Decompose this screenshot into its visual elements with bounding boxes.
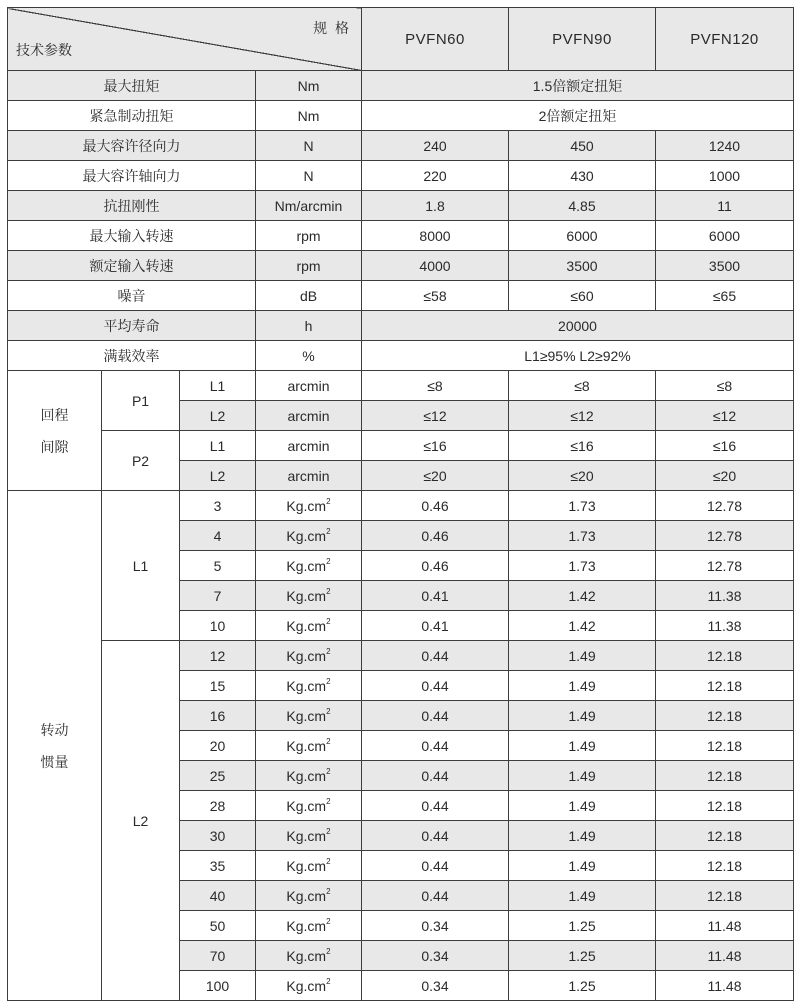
param-name-cell: 最大容许轴向力 xyxy=(8,161,256,191)
value-cell: 0.44 xyxy=(362,761,509,791)
unit-base: Kg.cm xyxy=(286,918,327,934)
value-cell: 1.25 xyxy=(509,971,656,1001)
unit-cell xyxy=(256,731,362,761)
value-cell: ≤58 xyxy=(362,281,509,311)
unit-exponent: 2 xyxy=(326,857,331,866)
backlash-label xyxy=(8,371,102,491)
value-cell: 6000 xyxy=(656,221,794,251)
unit-exponent: 2 xyxy=(326,647,331,656)
ratio-cell: 10 xyxy=(180,611,256,641)
ratio-cell: 25 xyxy=(180,761,256,791)
value-cell: 6000 xyxy=(509,221,656,251)
value-cell: 1.73 xyxy=(509,521,656,551)
unit-cell xyxy=(256,911,362,941)
unit-base: Kg.cm xyxy=(286,648,327,664)
spec-table xyxy=(7,7,794,1001)
spec-row xyxy=(8,281,794,311)
param-name-cell: 额定输入转速 xyxy=(8,251,256,281)
value-cell: 1000 xyxy=(656,161,794,191)
unit-cell xyxy=(256,971,362,1001)
unit-base: Kg.cm xyxy=(286,888,327,904)
model-header-cell: PVFN120 xyxy=(656,8,794,71)
unit-cell xyxy=(256,881,362,911)
unit-cell xyxy=(256,551,362,581)
value-cell: 0.44 xyxy=(362,791,509,821)
unit-cell xyxy=(256,611,362,641)
unit-cell: rpm xyxy=(256,221,362,251)
value-cell: 1.49 xyxy=(509,731,656,761)
value-cell: L1≥95% L2≥92% xyxy=(362,341,794,371)
spec-row xyxy=(8,101,794,131)
unit-cell xyxy=(256,641,362,671)
unit-cell: Nm xyxy=(256,101,362,131)
value-cell: 2倍额定扭矩 xyxy=(362,101,794,131)
unit-base: Kg.cm xyxy=(286,708,327,724)
value-cell: ≤65 xyxy=(656,281,794,311)
value-cell: 240 xyxy=(362,131,509,161)
value-cell: 1.25 xyxy=(509,911,656,941)
ratio-cell: 4 xyxy=(180,521,256,551)
unit-base: Kg.cm xyxy=(286,678,327,694)
unit-cell xyxy=(256,701,362,731)
value-cell: 1.42 xyxy=(509,581,656,611)
unit-base: Kg.cm xyxy=(286,828,327,844)
unit-exponent: 2 xyxy=(326,977,331,986)
precision-cell: P1 xyxy=(102,371,180,431)
unit-exponent: 2 xyxy=(326,947,331,956)
value-cell: 1.49 xyxy=(509,851,656,881)
ratio-cell: 15 xyxy=(180,671,256,701)
value-cell: 0.46 xyxy=(362,551,509,581)
ratio-cell: 5 xyxy=(180,551,256,581)
ratio-cell: 40 xyxy=(180,881,256,911)
unit-exponent: 2 xyxy=(326,497,331,506)
ratio-cell: 3 xyxy=(180,491,256,521)
unit-cell: arcmin xyxy=(256,461,362,491)
unit-cell: dB xyxy=(256,281,362,311)
value-cell: ≤12 xyxy=(656,401,794,431)
param-label: 技术参数 xyxy=(16,42,72,58)
unit-cell xyxy=(256,941,362,971)
value-cell: 4.85 xyxy=(509,191,656,221)
param-name-cell: 满载效率 xyxy=(8,341,256,371)
value-cell: 0.34 xyxy=(362,971,509,1001)
value-cell: 0.44 xyxy=(362,671,509,701)
value-cell: 12.18 xyxy=(656,851,794,881)
unit-cell: arcmin xyxy=(256,401,362,431)
unit-exponent: 2 xyxy=(326,587,331,596)
value-cell: ≤12 xyxy=(509,401,656,431)
ratio-cell: 12 xyxy=(180,641,256,671)
unit-cell xyxy=(256,821,362,851)
value-cell: 4000 xyxy=(362,251,509,281)
unit-exponent: 2 xyxy=(326,617,331,626)
value-cell: 1.5倍额定扭矩 xyxy=(362,71,794,101)
spec-label: 规 格 xyxy=(313,20,351,36)
stage-cell: L2 xyxy=(180,461,256,491)
unit-exponent: 2 xyxy=(326,887,331,896)
value-cell: 0.44 xyxy=(362,851,509,881)
value-cell: 0.44 xyxy=(362,881,509,911)
value-cell: 11.48 xyxy=(656,971,794,1001)
value-cell: ≤20 xyxy=(509,461,656,491)
value-cell: 0.46 xyxy=(362,491,509,521)
value-cell: 1.49 xyxy=(509,761,656,791)
inertia-row xyxy=(8,641,794,671)
unit-exponent: 2 xyxy=(326,707,331,716)
backlash-row xyxy=(8,371,794,401)
param-name-cell: 紧急制动扭矩 xyxy=(8,101,256,131)
value-cell: 1.49 xyxy=(509,641,656,671)
param-name-cell: 噪音 xyxy=(8,281,256,311)
spec-row xyxy=(8,341,794,371)
backlash-label-line: 回程 xyxy=(40,406,69,423)
value-cell: 12.78 xyxy=(656,491,794,521)
unit-base: Kg.cm xyxy=(286,768,327,784)
inertia-row xyxy=(8,491,794,521)
value-cell: 12.18 xyxy=(656,821,794,851)
value-cell: ≤16 xyxy=(509,431,656,461)
value-cell: 1.73 xyxy=(509,491,656,521)
unit-cell: rpm xyxy=(256,251,362,281)
unit-base: Kg.cm xyxy=(286,798,327,814)
value-cell: 3500 xyxy=(656,251,794,281)
value-cell: 11.48 xyxy=(656,911,794,941)
unit-cell xyxy=(256,581,362,611)
value-cell: 12.18 xyxy=(656,671,794,701)
value-cell: 0.46 xyxy=(362,521,509,551)
inertia-label-line: 转动 xyxy=(40,721,69,738)
value-cell: 0.41 xyxy=(362,581,509,611)
value-cell: ≤20 xyxy=(656,461,794,491)
value-cell: 1.49 xyxy=(509,881,656,911)
backlash-row xyxy=(8,431,794,461)
unit-cell: arcmin xyxy=(256,431,362,461)
unit-base: Kg.cm xyxy=(286,978,327,994)
unit-exponent: 2 xyxy=(326,737,331,746)
value-cell: 1.8 xyxy=(362,191,509,221)
unit-exponent: 2 xyxy=(326,527,331,536)
value-cell: 0.34 xyxy=(362,911,509,941)
value-cell: 8000 xyxy=(362,221,509,251)
unit-exponent: 2 xyxy=(326,917,331,926)
value-cell: 1240 xyxy=(656,131,794,161)
param-name-cell: 最大容许径向力 xyxy=(8,131,256,161)
unit-base: Kg.cm xyxy=(286,588,327,604)
precision-cell: P2 xyxy=(102,431,180,491)
unit-base: Kg.cm xyxy=(286,558,327,574)
value-cell: 12.18 xyxy=(656,791,794,821)
unit-base: Kg.cm xyxy=(286,948,327,964)
unit-base: Kg.cm xyxy=(286,858,327,874)
value-cell: 12.18 xyxy=(656,701,794,731)
param-name-cell: 最大扭矩 xyxy=(8,71,256,101)
value-cell: 1.73 xyxy=(509,551,656,581)
unit-cell xyxy=(256,491,362,521)
unit-exponent: 2 xyxy=(326,827,331,836)
value-cell: ≤16 xyxy=(362,431,509,461)
ratio-cell: 7 xyxy=(180,581,256,611)
param-name-cell: 抗扭刚性 xyxy=(8,191,256,221)
value-cell: 20000 xyxy=(362,311,794,341)
unit-base: Kg.cm xyxy=(286,738,327,754)
value-cell: 450 xyxy=(509,131,656,161)
ratio-cell: 16 xyxy=(180,701,256,731)
unit-cell xyxy=(256,671,362,701)
unit-exponent: 2 xyxy=(326,797,331,806)
unit-exponent: 2 xyxy=(326,677,331,686)
unit-cell: h xyxy=(256,311,362,341)
value-cell: 12.18 xyxy=(656,761,794,791)
value-cell: 1.42 xyxy=(509,611,656,641)
value-cell: 0.34 xyxy=(362,941,509,971)
unit-cell: arcmin xyxy=(256,371,362,401)
ratio-cell: 50 xyxy=(180,911,256,941)
stage-group-cell: L2 xyxy=(102,641,180,1001)
stage-cell: L1 xyxy=(180,371,256,401)
value-cell: ≤60 xyxy=(509,281,656,311)
value-cell: 1.25 xyxy=(509,941,656,971)
ratio-cell: 35 xyxy=(180,851,256,881)
value-cell: 11.48 xyxy=(656,941,794,971)
header-corner xyxy=(8,8,362,71)
spec-row xyxy=(8,71,794,101)
unit-base: Kg.cm xyxy=(286,528,327,544)
unit-cell: Nm/arcmin xyxy=(256,191,362,221)
value-cell: ≤12 xyxy=(362,401,509,431)
spec-row xyxy=(8,191,794,221)
ratio-cell: 70 xyxy=(180,941,256,971)
unit-cell xyxy=(256,761,362,791)
unit-cell: N xyxy=(256,131,362,161)
value-cell: 1.49 xyxy=(509,791,656,821)
value-cell: 12.78 xyxy=(656,521,794,551)
unit-exponent: 2 xyxy=(326,557,331,566)
value-cell: 11.38 xyxy=(656,581,794,611)
unit-base: Kg.cm xyxy=(286,618,327,634)
spec-row xyxy=(8,251,794,281)
value-cell: 0.44 xyxy=(362,821,509,851)
spec-row xyxy=(8,161,794,191)
value-cell: 0.44 xyxy=(362,731,509,761)
stage-cell: L1 xyxy=(180,431,256,461)
param-name-cell: 平均寿命 xyxy=(8,311,256,341)
model-header-cell: PVFN90 xyxy=(509,8,656,71)
value-cell: 220 xyxy=(362,161,509,191)
value-cell: ≤8 xyxy=(656,371,794,401)
value-cell: 1.49 xyxy=(509,701,656,731)
stage-cell: L2 xyxy=(180,401,256,431)
value-cell: 3500 xyxy=(509,251,656,281)
backlash-label-line: 间隙 xyxy=(40,438,69,455)
value-cell: ≤8 xyxy=(509,371,656,401)
value-cell: ≤20 xyxy=(362,461,509,491)
inertia-label-line: 惯量 xyxy=(40,753,69,770)
unit-cell: Nm xyxy=(256,71,362,101)
value-cell: 1.49 xyxy=(509,821,656,851)
unit-cell xyxy=(256,791,362,821)
ratio-cell: 28 xyxy=(180,791,256,821)
value-cell: 0.44 xyxy=(362,701,509,731)
value-cell: ≤8 xyxy=(362,371,509,401)
unit-exponent: 2 xyxy=(326,767,331,776)
value-cell: 1.49 xyxy=(509,671,656,701)
value-cell: 12.18 xyxy=(656,641,794,671)
unit-cell xyxy=(256,521,362,551)
unit-base: Kg.cm xyxy=(286,498,327,514)
value-cell: 0.41 xyxy=(362,611,509,641)
spec-row xyxy=(8,221,794,251)
inertia-label xyxy=(8,491,102,1001)
value-cell: 12.18 xyxy=(656,731,794,761)
unit-cell: % xyxy=(256,341,362,371)
value-cell: ≤16 xyxy=(656,431,794,461)
ratio-cell: 30 xyxy=(180,821,256,851)
value-cell: 11 xyxy=(656,191,794,221)
unit-cell xyxy=(256,851,362,881)
unit-cell: N xyxy=(256,161,362,191)
ratio-cell: 100 xyxy=(180,971,256,1001)
spec-row xyxy=(8,131,794,161)
stage-group-cell: L1 xyxy=(102,491,180,641)
value-cell: 11.38 xyxy=(656,611,794,641)
value-cell: 430 xyxy=(509,161,656,191)
param-name-cell: 最大输入转速 xyxy=(8,221,256,251)
value-cell: 12.18 xyxy=(656,881,794,911)
ratio-cell: 20 xyxy=(180,731,256,761)
value-cell: 12.78 xyxy=(656,551,794,581)
spec-row xyxy=(8,311,794,341)
value-cell: 0.44 xyxy=(362,641,509,671)
model-header-cell: PVFN60 xyxy=(362,8,509,71)
